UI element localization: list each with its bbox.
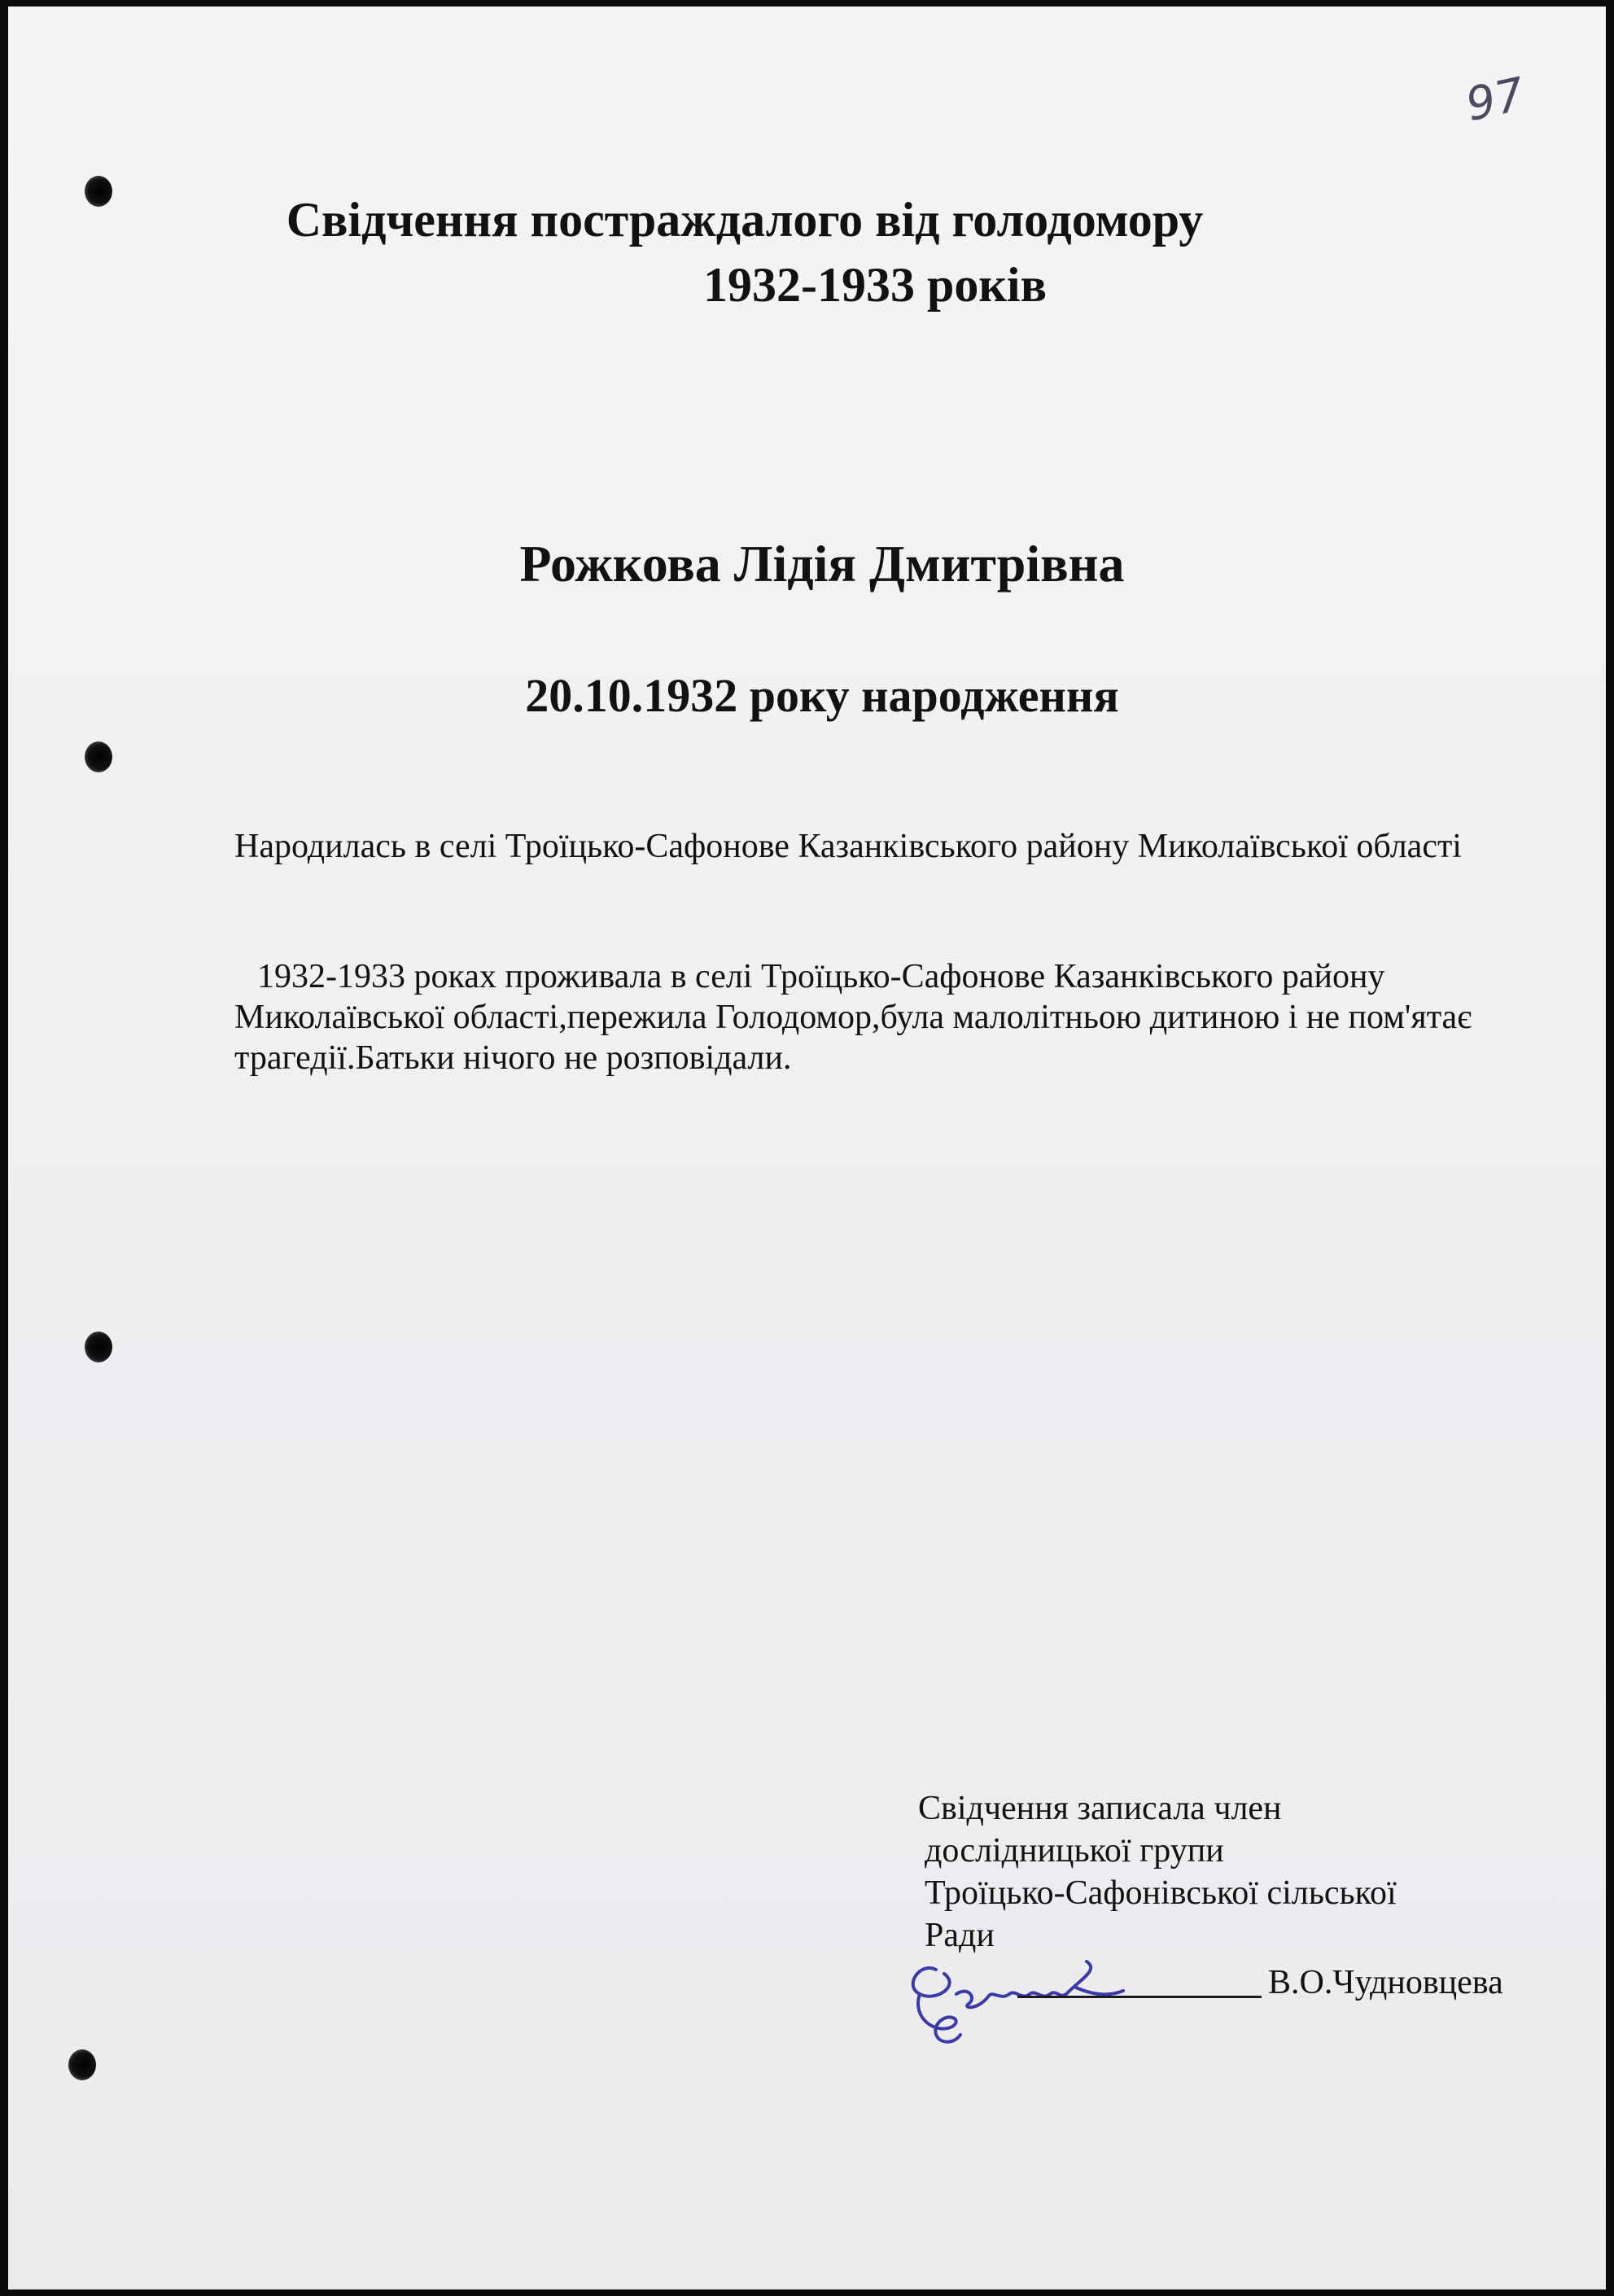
recorder-block <box>918 1787 1504 1957</box>
punch-hole <box>85 741 112 772</box>
recorder-line: Ради <box>925 1917 995 1954</box>
recorder-line: дослідницької групи <box>925 1832 1224 1870</box>
punch-hole <box>85 1332 112 1362</box>
punch-hole <box>68 2049 96 2080</box>
archive-number: 97 <box>1461 68 1529 133</box>
handwritten-signature <box>887 1937 1131 2051</box>
document-title-years: 1932-1933 років <box>703 258 1047 312</box>
recorder-name: В.О.Чудновцева <box>1268 1964 1503 2001</box>
recorder-line: Троїцько-Сафонівської сільської <box>925 1874 1397 1912</box>
document-title: Свідчення постраждалого від голодомору <box>286 193 1204 247</box>
document-page <box>8 7 1606 2289</box>
birthplace-paragraph: Народилась в селі Троїцько-Сафонове Казанківського району Миколаївської області <box>234 828 1462 865</box>
birth-date: 20.10.1932 року народження <box>525 669 1119 722</box>
person-name: Рожкова Лідія Дмитрівна <box>519 535 1125 593</box>
signature-row <box>895 1953 1514 2059</box>
testimony-paragraph: 1932-1933 роках проживала в селі Троїцько-Сафонове Казанківського району Миколаївської області,пережила Голодомор,була малолітньою дитиною і не пом'ятає трагедії.Батьки нічого не розповідали. <box>234 958 1472 1077</box>
signature-underline <box>1017 1996 1262 1998</box>
recorder-line: Свідчення записала член <box>918 1790 1282 1827</box>
